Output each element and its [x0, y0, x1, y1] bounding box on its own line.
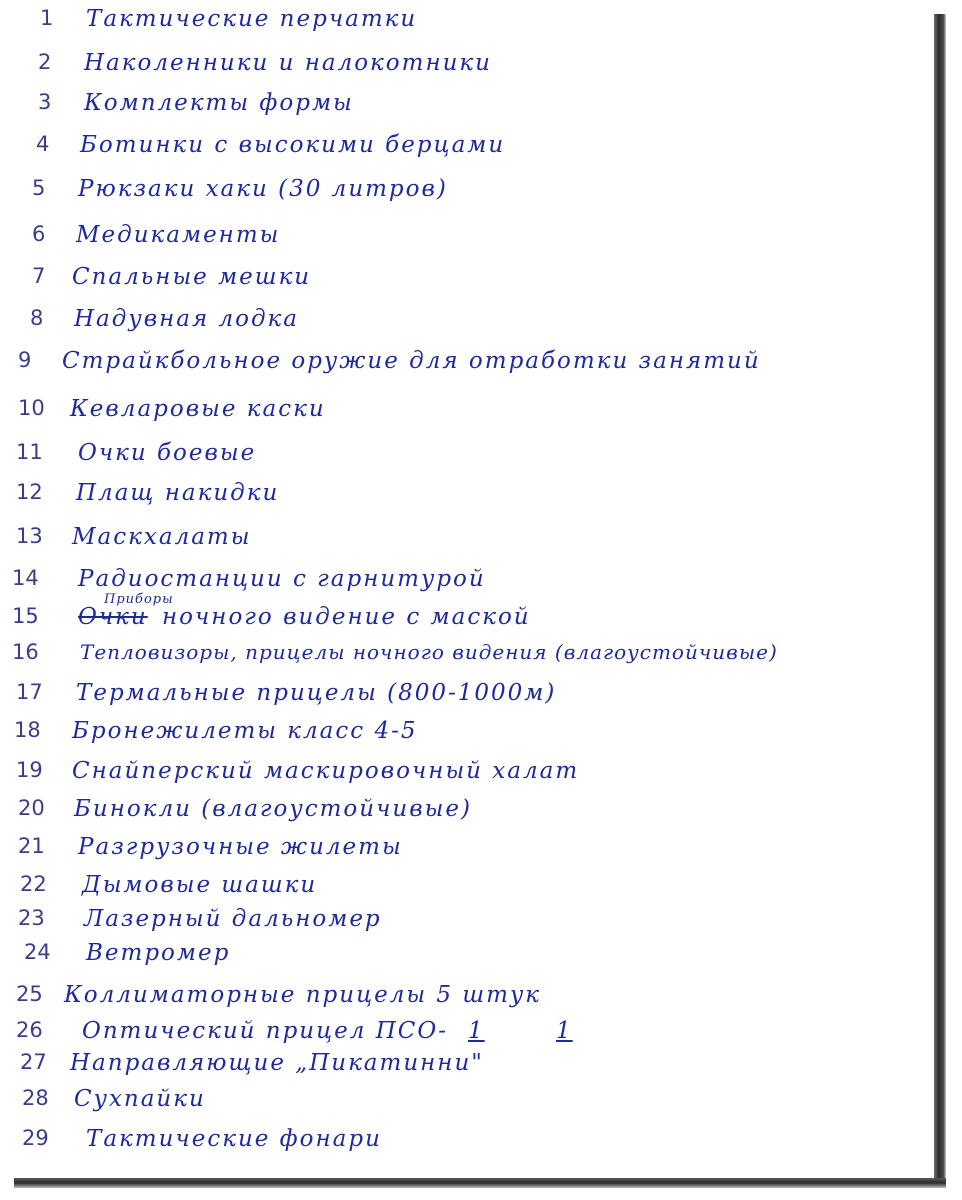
item-number: 4 [36, 132, 50, 156]
item-text: Тактические перчатки [86, 6, 418, 32]
item-text: Термальные прицелы (800-1000м) [76, 680, 557, 706]
item-number: 8 [30, 306, 44, 330]
item-number: 9 [18, 348, 32, 372]
item-number: 11 [16, 440, 43, 464]
item-text: Комплекты формы [84, 90, 354, 116]
item-text: Радиостанции с гарнитурой [78, 566, 486, 592]
item-number: 28 [22, 1086, 49, 1110]
item-number: 12 [16, 480, 43, 504]
item-number: 18 [14, 718, 41, 742]
item-text: Страйкбольное оружие для отработки занятий [62, 348, 761, 374]
item-number: 6 [32, 222, 46, 246]
item-number: 17 [16, 680, 43, 704]
item-number: 23 [18, 906, 45, 930]
item-text: Бронежилеты класс 4-5 [72, 718, 418, 744]
item-number: 14 [12, 566, 39, 590]
page-shadow-right [934, 14, 946, 1184]
item-text: Коллиматорные прицелы 5 штук [64, 982, 542, 1008]
item-text: Ветромер [86, 940, 231, 966]
item-text: Маскхалаты [72, 524, 252, 550]
item-text-underlined: 1 [468, 1018, 485, 1044]
item-number: 29 [22, 1126, 49, 1150]
item-text: Разгрузочные жилеты [78, 834, 403, 860]
item-text: Ботинки с высокими берцами [80, 132, 506, 158]
item-number: 20 [18, 796, 45, 820]
struck-word: Очки [78, 604, 148, 630]
inserted-word: Приборы [104, 592, 174, 607]
item-text: Очки боевые [78, 440, 257, 466]
item-number: 22 [20, 872, 47, 896]
item-text: Тактические фонари [86, 1126, 382, 1152]
item-number: 25 [16, 982, 43, 1006]
item-number: 1 [40, 6, 54, 30]
item-text: Плащ накидки [76, 480, 280, 506]
item-text: Бинокли (влагоустойчивые) [74, 796, 472, 822]
item-text: Надувная лодка [74, 306, 299, 332]
item-number: 10 [18, 396, 45, 420]
item-number: 15 [12, 604, 39, 628]
item-number: 16 [12, 640, 39, 664]
item-text: Спальные мешки [72, 264, 312, 290]
item-text: Направляющие „Пикатинни" [70, 1050, 484, 1076]
item-text: Лазерный дальномер [84, 906, 382, 932]
item-number: 7 [32, 264, 46, 288]
item-number: 27 [20, 1050, 47, 1074]
item-text: Дымовые шашки [82, 872, 318, 898]
page-shadow-bottom [14, 1178, 946, 1188]
item-number: 26 [16, 1018, 43, 1042]
item-text: Наколенники и налокотники [84, 50, 492, 76]
item-number: 24 [24, 940, 51, 964]
item-text: Кевларовые каски [70, 396, 326, 422]
item-text-underlined: 1 [556, 1018, 573, 1044]
item-text: Снайперский маскировочный халат [72, 758, 580, 784]
item-text: Сухпайки [74, 1086, 206, 1112]
item-text: Тепловизоры, прицелы ночного видения (влагоустойчивые) [80, 640, 778, 664]
item-number: 21 [18, 834, 45, 858]
item-text: ночного видение с маской [162, 604, 531, 630]
item-number: 5 [32, 176, 46, 200]
item-text: Рюкзаки хаки (30 литров) [78, 176, 448, 202]
item-number: 19 [16, 758, 43, 782]
item-number: 3 [38, 90, 52, 114]
item-text: Медикаменты [76, 222, 281, 248]
item-text: Оптический прицел ПСО- [82, 1018, 449, 1044]
item-number: 2 [38, 50, 52, 74]
item-number: 13 [16, 524, 43, 548]
